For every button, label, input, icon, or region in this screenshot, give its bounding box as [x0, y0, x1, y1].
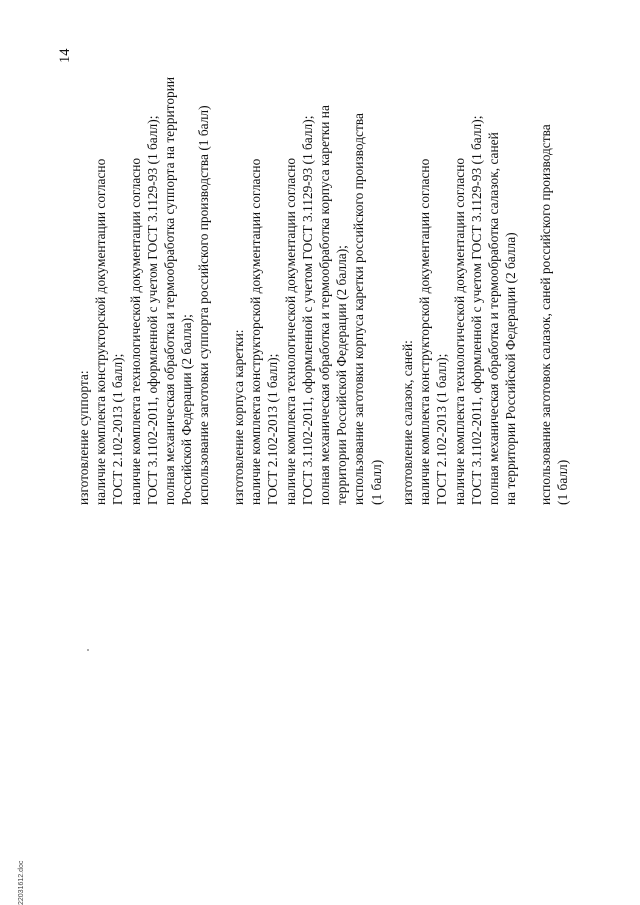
text-line: наличие комплекта конструкторской документации согласно	[248, 158, 264, 505]
text-line: использование заготовки суппорта российского производства (1 балл)	[196, 105, 212, 505]
blank-line	[519, 0, 536, 505]
section-support	[75, 0, 213, 505]
text-line: на территории Российской Федерации (2 балла)	[503, 232, 519, 505]
section-title: изготовление салазок, саней:	[400, 340, 415, 505]
text-line: полная механическая обработка и термообработка суппорта на территории	[162, 76, 178, 505]
text-line: (1 балл)	[554, 459, 570, 505]
text-line: полная механическая обработка и термообработка корпуса каретки на	[317, 105, 333, 505]
text-line: использование заготовки корпуса каретки российского производства	[351, 113, 367, 505]
text-line: использование заготовок салазок, саней российского производства	[537, 124, 553, 505]
text-line: ГОСТ 3.1102-2011, оформленной с учетом ГОСТ 3.1129-93 (1 балл);	[144, 115, 160, 505]
scan-speck	[87, 649, 89, 651]
text-line: полная механическая обработка и термообработка салазок, саней	[486, 132, 502, 505]
text-line: наличие комплекта конструкторской документации согласно	[93, 158, 109, 505]
text-line: ГОСТ 3.1102-2011, оформленной с учетом ГОСТ 3.1129-93 (1 балл);	[468, 115, 484, 505]
page-number: 14	[57, 48, 73, 63]
text-line: ГОСТ 2.102-2013 (1 балл);	[434, 353, 450, 505]
document-page-content	[57, 35, 595, 505]
section-title: изготовление суппорта:	[76, 370, 91, 505]
text-line: наличие комплекта технологической документации согласно	[282, 157, 298, 505]
file-name-label: 22031612.doc	[18, 860, 25, 905]
text-line: наличие комплекта технологической документации согласно	[451, 157, 467, 505]
text-line: (1 балл)	[368, 459, 384, 505]
section-carriage-body	[230, 0, 385, 505]
text-line: территории Российской Федерации (2 балла);	[334, 245, 350, 505]
text-line: наличие комплекта технологической документации согласно	[127, 157, 143, 505]
text-line: ГОСТ 3.1102-2011, оформленной с учетом ГОСТ 3.1129-93 (1 балл);	[299, 115, 315, 505]
text-line: Российской Федерации (2 балла);	[179, 314, 195, 505]
text-line: ГОСТ 2.102-2013 (1 балл);	[110, 353, 126, 505]
text-line: ГОСТ 2.102-2013 (1 балл);	[265, 353, 281, 505]
text-line: наличие комплекта конструкторской документации согласно	[417, 158, 433, 505]
section-slides-sledges	[399, 0, 571, 505]
section-title: изготовление корпуса каретки:	[231, 329, 246, 505]
